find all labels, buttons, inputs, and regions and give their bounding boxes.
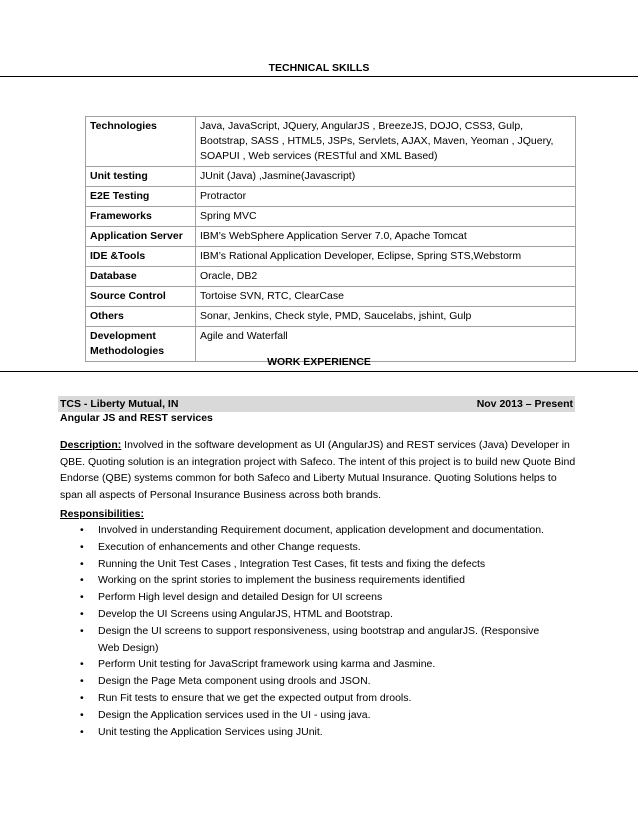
- job-description: [60, 437, 580, 503]
- list-item: [0, 572, 558, 589]
- list-item: [0, 707, 558, 724]
- responsibility-text: Execution of enhancements and other Change requests.: [98, 540, 361, 553]
- list-item: [0, 556, 558, 573]
- responsibilities-heading: Responsibilities:: [60, 508, 145, 520]
- list-item: [0, 589, 558, 606]
- skill-values: Tortoise SVN, RTC, ClearCase: [196, 287, 576, 307]
- bullet-icon: •: [80, 540, 84, 553]
- list-item: [0, 724, 558, 741]
- skill-category: E2E Testing: [86, 187, 196, 207]
- skill-category: Unit testing: [86, 167, 196, 187]
- technical-skills-title: TECHNICAL SKILLS: [268, 62, 370, 74]
- bullet-icon: •: [80, 725, 84, 738]
- skill-category: Frameworks: [86, 207, 196, 227]
- list-item: [0, 656, 558, 673]
- list-item: [0, 673, 558, 690]
- skill-values: IBM’s WebSphere Application Server 7.0, Apache Tomcat: [196, 227, 576, 247]
- responsibility-text: Run Fit tests to ensure that we get the expected output from drools.: [98, 691, 412, 704]
- bullet-icon: •: [80, 591, 84, 604]
- skills-row: [86, 187, 576, 207]
- bullet-icon: •: [80, 624, 84, 637]
- skills-row: [86, 287, 576, 307]
- list-item: [0, 539, 558, 556]
- bullet-icon: •: [80, 557, 84, 570]
- responsibility-text: Design the Application services used in the UI - using java.: [98, 708, 371, 721]
- skills-row: [86, 117, 576, 167]
- skill-values: Java, JavaScript, JQuery, AngularJS , BreezeJS, DOJO, CSS3, Gulp, Bootstrap, SASS , HTML5, JSPs, Servlets, AJAX, Maven, Yeoman , JQuery, SOAPUI , Web services (RESTful and XML Based): [196, 117, 576, 167]
- skill-category: Development Methodologies: [86, 327, 196, 362]
- bullet-icon: •: [80, 658, 84, 671]
- job-role: Angular JS and REST services: [60, 412, 213, 424]
- responsibilities-list: [0, 522, 600, 740]
- skills-row: [86, 267, 576, 287]
- work-experience-title: WORK EXPERIENCE: [267, 356, 371, 368]
- skill-values: Agile and Waterfall: [196, 327, 576, 362]
- responsibility-text: Design the UI screens to support responsiveness, using bootstrap and angularJS. (Responsive Web Design): [98, 624, 540, 654]
- responsibility-text: Involved in understanding Requirement document, application development and documentation.: [98, 524, 544, 536]
- responsibility-text: Running the Unit Test Cases , Integration Test Cases, fit tests and fixing the defects: [98, 557, 486, 570]
- skills-row: [86, 207, 576, 227]
- skill-values: Sonar, Jenkins, Check style, PMD, Saucelabs, jshint, Gulp: [196, 307, 576, 327]
- skill-values: JUnit (Java) ,Jasmine(Javascript): [196, 167, 576, 187]
- job-header: [58, 396, 575, 412]
- skill-category: Database: [86, 267, 196, 287]
- skill-category: Technologies: [86, 117, 196, 167]
- skill-category: Source Control: [86, 287, 196, 307]
- responsibility-text: Working on the sprint stories to implement the business requirements identified: [98, 574, 465, 587]
- skills-row: [86, 307, 576, 327]
- skill-category: Application Server: [86, 227, 196, 247]
- job-dates: Nov 2013 – Present: [476, 398, 573, 410]
- skill-category: Others: [86, 307, 196, 327]
- responsibility-text: Unit testing the Application Services using JUnit.: [98, 725, 323, 738]
- skill-values: Oracle, DB2: [196, 267, 576, 287]
- bullet-icon: •: [80, 524, 84, 536]
- list-item: [0, 606, 558, 623]
- responsibility-text: Design the Page Meta component using drools and JSON.: [98, 675, 371, 688]
- skills-row: [86, 227, 576, 247]
- section-divider: [0, 371, 638, 372]
- list-item: [0, 522, 558, 539]
- bullet-icon: •: [80, 708, 84, 721]
- skills-row: [86, 167, 576, 187]
- list-item: [0, 690, 558, 707]
- skills-row: [86, 247, 576, 267]
- section-divider: [0, 76, 638, 77]
- description-text: Involved in the software development as UI (AngularJS) and REST services (Java) Developer in QBE. Quoting solution is an integration project with Safeco. The intent of this project is to build new Quote Bind Endorse (QBE) systems common for both Safeco and Liberty Mutual Insurance. Quoting Solutions helps to span all aspects of Personal Insurance Business across both brands.: [60, 439, 576, 501]
- list-item: [0, 623, 558, 657]
- bullet-icon: •: [80, 691, 84, 704]
- skill-values: Protractor: [196, 187, 576, 207]
- bullet-icon: •: [80, 675, 84, 688]
- company-name: TCS - Liberty Mutual, IN: [60, 398, 179, 410]
- responsibility-text: Perform High level design and detailed Design for UI screens: [98, 591, 383, 604]
- bullet-icon: •: [80, 607, 84, 620]
- responsibility-text: Develop the UI Screens using AngularJS, HTML and Bootstrap.: [98, 607, 393, 620]
- bullet-icon: •: [80, 574, 84, 587]
- skills-table: [85, 116, 576, 362]
- skill-values: IBM’s Rational Application Developer, Eclipse, Spring STS,Webstorm: [196, 247, 576, 267]
- responsibility-text: Perform Unit testing for JavaScript framework using karma and Jasmine.: [98, 658, 436, 671]
- skill-category: IDE &Tools: [86, 247, 196, 267]
- description-label: Description:: [60, 439, 122, 451]
- skill-values: Spring MVC: [196, 207, 576, 227]
